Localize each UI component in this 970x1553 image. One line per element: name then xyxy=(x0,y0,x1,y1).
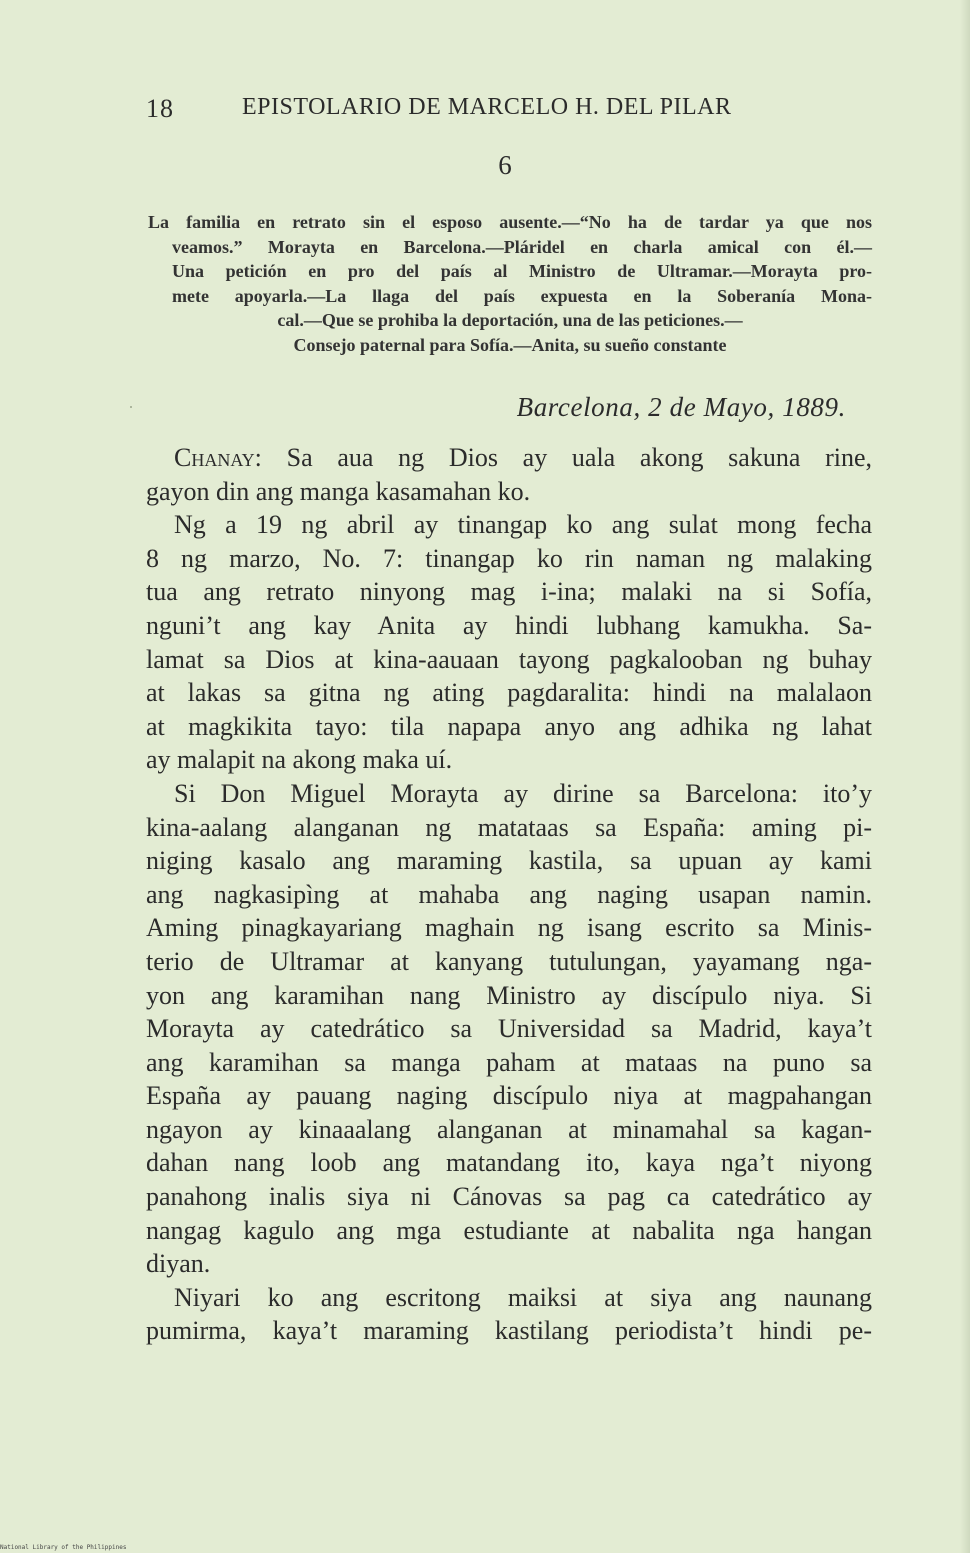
body-line: Aming pinagkayariang maghain ng isang escrito sa Minis- xyxy=(146,913,872,943)
summary-line: cal.—Que se prohiba la deportación, una de las peticiones.— xyxy=(277,310,743,331)
body-line: tua ang retrato ninyong mag i-ina; malaki na si Sofía, xyxy=(146,577,872,607)
body-line: yon ang karamihan nang Ministro ay discípulo niya. Si xyxy=(146,980,872,1010)
page-edge-shadow xyxy=(960,0,970,1553)
running-head xyxy=(146,94,870,128)
body-line: ngayon ay kinaaalang alanganan at minamahal sa kagan- xyxy=(146,1114,872,1144)
body-line: 8 ng marzo, No. 7: tinangap ko rin naman ng malaking xyxy=(146,543,872,573)
summary-line: La familia en retrato sin el esposo ausente.—“No ha de tardar ya que nos xyxy=(148,212,872,232)
dateline: Barcelona, 2 de Mayo, 1889. xyxy=(516,392,846,422)
summary-line: Consejo paternal para Sofía.—Anita, su sueño constante xyxy=(293,334,727,355)
body-line: ang karamihan sa manga paham at mataas na puno sa xyxy=(146,1047,872,1077)
body-line: lamat sa Dios at kina-aauaan tayong pagkalooban ng buhay xyxy=(146,644,872,674)
body-line: terio de Ultramar at kanyang tutulungan, yayamang nga- xyxy=(146,946,872,976)
paper-speck xyxy=(130,406,132,408)
summary-line: Una petición en pro del país al Ministro de Ultramar.—Morayta pro- xyxy=(172,261,872,282)
library-watermark: National Library of the Philippines xyxy=(0,1544,127,1551)
running-title: EPISTOLARIO DE MARCELO H. DEL PILAR xyxy=(242,94,732,120)
body-line: Morayta ay catedrático sa Universidad sa Madrid, kaya’t xyxy=(146,1014,872,1044)
body-line: at lakas sa gitna ng ating pagdaralita: hindi na malalaon xyxy=(146,678,872,708)
page-number: 18 xyxy=(146,94,174,123)
body-line: kina-aalang alanganan ng matataas sa España: aming pi- xyxy=(146,812,872,842)
body-line: diyan. xyxy=(146,1249,211,1279)
body-line: ang nagkasipìng at mahaba ang naging usapan namin. xyxy=(146,879,872,909)
body-line: pumirma, kaya’t maraming kastilang periodista’t hindi pe- xyxy=(146,1316,872,1346)
body-line: España ay pauang naging discípulo niya at magpahangan xyxy=(146,1081,872,1111)
summary-line: mete apoyarla.—La llaga del país expuesta en la Soberanía Mona- xyxy=(172,285,872,306)
body-line: Ng a 19 ng abril ay tinangap ko ang sulat mong fecha xyxy=(174,510,872,540)
body-line: Niyari ko ang escritong maiksi at siya ang naunang xyxy=(174,1282,872,1312)
body-line-text: Sa aua ng Dios ay uala akong sakuna rine, xyxy=(286,443,873,472)
body-line: nguni’t ang kay Anita ay hindi lubhang kamukha. Sa- xyxy=(146,610,872,640)
salutation: Chanay: xyxy=(174,443,262,472)
summary-line: veamos.” Morayta en Barcelona.—Pláridel en charla amical con él.— xyxy=(172,236,872,257)
body-line xyxy=(146,441,872,475)
body-line: niging kasalo ang maraming kastila, sa upuan ay kami xyxy=(146,846,872,876)
body-line: ay malapit na akong maka uí. xyxy=(146,745,453,775)
letter-number: 6 xyxy=(498,150,512,180)
body-line: dahan nang loob ang matandang ito, kaya nga’t niyong xyxy=(146,1148,872,1178)
letter-body xyxy=(146,441,872,1348)
body-line: at magkikita tayo: tila napapa anyo ang adhika ng lahat xyxy=(146,711,872,741)
body-line: nangag kagulo ang mga estudiante at nabalita nga hangan xyxy=(146,1215,872,1245)
body-line: panahong inalis siya ni Cánovas sa pag ca catedrático ay xyxy=(146,1182,872,1212)
letter-summary xyxy=(148,210,872,358)
body-line: gayon din ang manga kasamahan ko. xyxy=(146,476,531,506)
body-line: Si Don Miguel Morayta ay dirine sa Barcelona: ito’y xyxy=(174,778,872,808)
